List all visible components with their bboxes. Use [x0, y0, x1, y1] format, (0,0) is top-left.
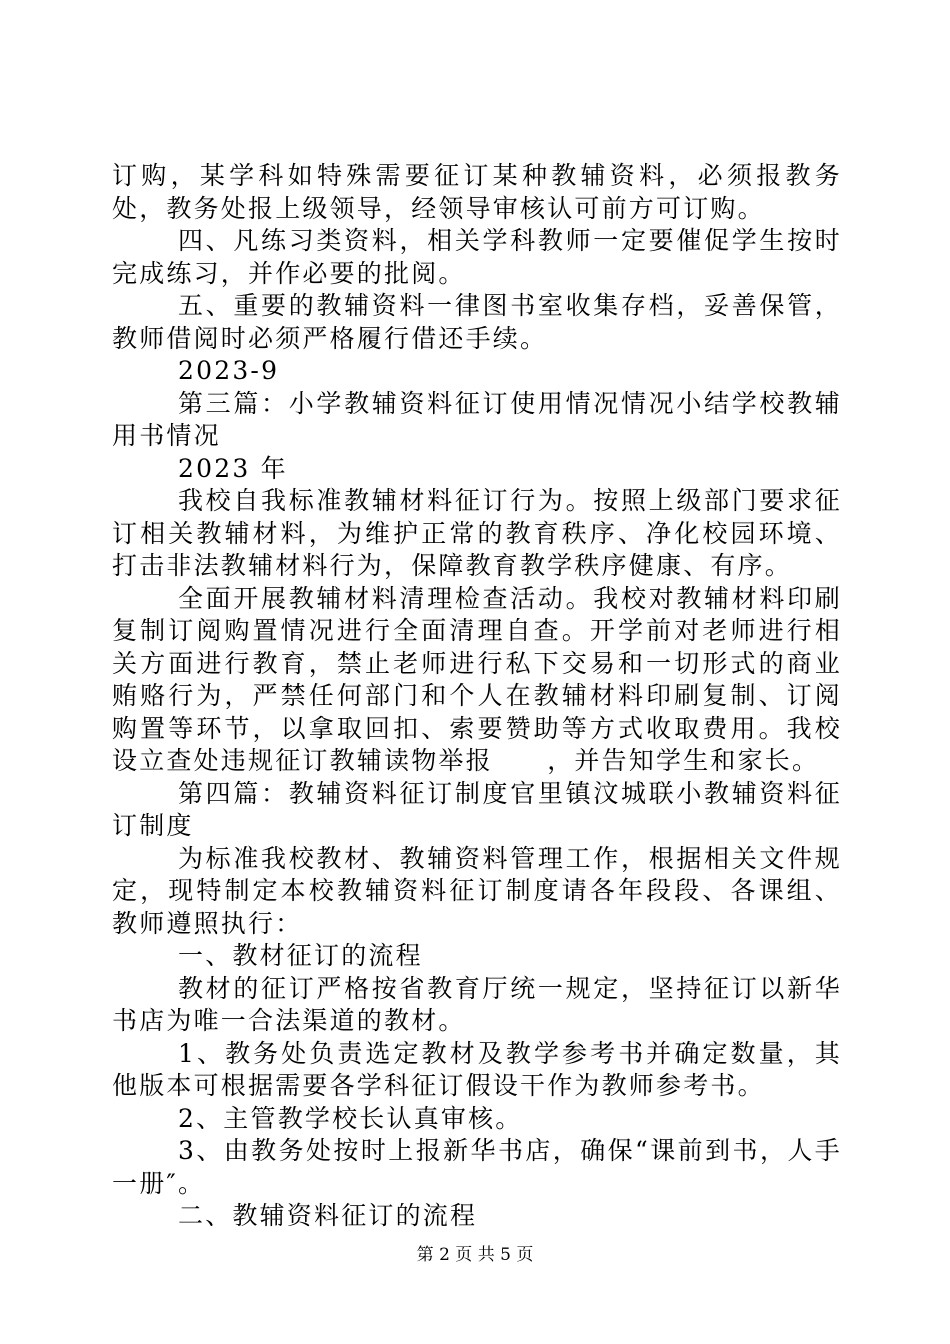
paragraph-2: 四、凡练习类资料，相关学科教师一定要催促学生按时完成练习，并作必要的批阅。 [112, 226, 842, 288]
page-footer: 第 2 页 共 5 页 [416, 1245, 534, 1265]
section-heading-3: 第三篇：小学教辅资料征订使用情况情况小结学校教辅用书情况 [112, 388, 842, 450]
paragraph-8: 全面开展教辅材料清理检查活动。我校对教辅材料印刷复制订阅购置情况进行全面清理自查。开学前对老师进行相关方面进行教育，禁止老师进行私下交易和一切形式的商业贿赂行为，严禁任何部门和个人在教辅材料印刷复制、订阅购置等环节，以拿取回扣、索要赞助等方式收取费用。我校设立查处违规征订教辅读物举报 ，并告知学生和家长。 [112, 583, 842, 775]
year-line: 2023 年 [178, 453, 288, 483]
paragraph-13: 1、教务处负责选定教材及教学参考书并确定数量，其他版本可根据需要各学科征订假设干作为教师参考书。 [112, 1038, 842, 1100]
document-body [112, 160, 842, 1233]
paragraph-12: 教材的征订严格按省教育厅统一规定，坚持征订以新华书店为唯一合法渠道的教材。 [112, 973, 842, 1035]
paragraph-15: 3、由教务处按时上报新华书店，确保“课前到书，人手一册″。 [112, 1136, 842, 1198]
paragraph-14: 2、主管教学校长认真审核。 [178, 1103, 523, 1133]
paragraph-3: 五、重要的教辅资料一律图书室收集存档，妥善保管，教师借阅时必须严格履行借还手续。 [112, 291, 842, 353]
date-line: 2023-9 [178, 356, 280, 385]
section-heading-4: 第四篇：教辅资料征订制度官里镇汶城联小教辅资料征订制度 [112, 778, 842, 840]
paragraph-1: 订购，某学科如特殊需要征订某种教辅资料，必须报教务处，教务处报上级领导，经领导审核认可前方可订购。 [112, 161, 842, 223]
paragraph-10: 为标准我校教材、教辅资料管理工作，根据相关文件规定，现特制定本校教辅资料征订制度请各年段段、各课组、教师遵照执行： [112, 843, 842, 938]
subheading-1: 一、教材征订的流程 [178, 941, 423, 970]
paragraph-7: 我校自我标准教辅材料征订行为。按照上级部门要求征订相关教辅材料，为维护正常的教育秩序、净化校园环境、打击非法教辅材料行为，保障教育教学秩序健康、有序。 [112, 486, 842, 580]
subheading-2: 二、教辅资料征订的流程 [178, 1201, 478, 1230]
